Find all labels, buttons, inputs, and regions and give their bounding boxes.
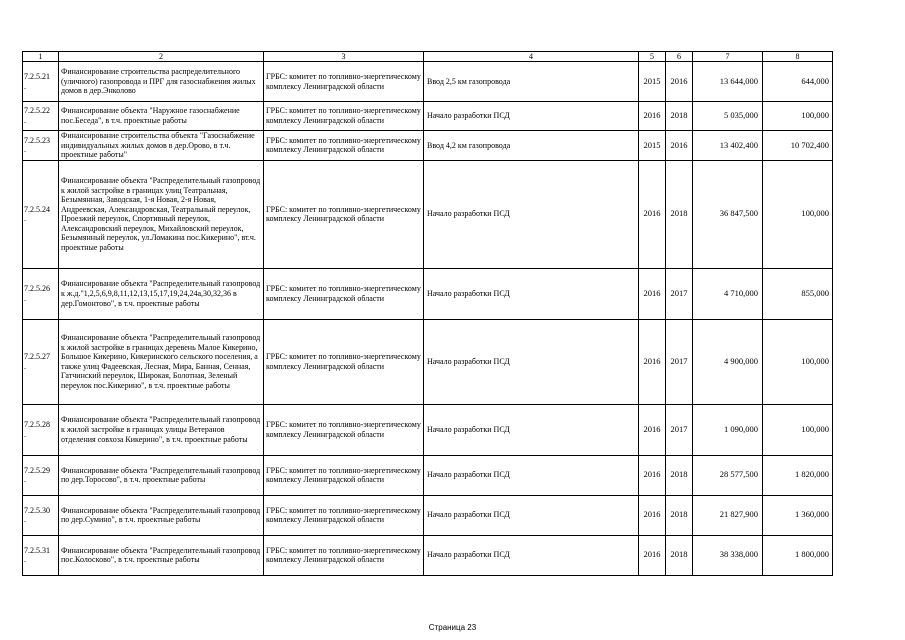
- grbs-cell: ГРБС: комитет по топливно-энергетическому комплексу Ленинградской области: [264, 62, 424, 102]
- row-number: 7.2.5.26 .: [23, 268, 59, 319]
- table-row: [23, 319, 833, 404]
- total-amount: 28 577,500: [693, 455, 763, 495]
- header-cell: 8: [763, 52, 833, 62]
- item-name: Финансирование объекта "Распределительный газопровод к жилой застройке в границах улицы Ветеранов отделения совхоза Кикерино", в т.ч. проектные работы: [59, 404, 264, 455]
- item-name: Финансирование объекта "Распределительный газопровод по дер.Торосово", в т.ч. проектные работы: [59, 455, 264, 495]
- year-end: 2016: [666, 62, 693, 102]
- year-start: 2016: [639, 319, 666, 404]
- item-name: Финансирование объекта "Распределительный газопровод к жилой застройке в границах улиц Театральная, Безымянная, Заводская, 1-я Новая, 2-я Новая, Андреевская, Александровская, Театральный переулок, Проезжий переулок, Спортивный переулок, Александровский переулок, Михайловский переулок, Безымянный переулок, ул.Ломакина пос.Кикерино", вт.ч. проектные работы: [59, 160, 264, 268]
- total-amount: 13 644,000: [693, 62, 763, 102]
- year-end: 2018: [666, 535, 693, 575]
- row-number: 7.2.5.23 .: [23, 131, 59, 161]
- table-row: [23, 495, 833, 535]
- year-start: 2016: [639, 455, 666, 495]
- table-row: [23, 268, 833, 319]
- total-amount: 1 090,000: [693, 404, 763, 455]
- amount-cell: 1 820,000: [763, 455, 833, 495]
- grbs-cell: ГРБС: комитет по топливно-энергетическому комплексу Ленинградской области: [264, 160, 424, 268]
- total-amount: 13 402,400: [693, 131, 763, 161]
- item-name: Финансирование объекта "Распределительный газопровод к жилой застройке в границах деревень Малое Кикерино, Большое Кикерино, Кикеринского сельского поселения, а также улиц Фадеевская, Лесная, Мира, Банная, Сенная, Гатчинский переулок, Широкая, Болотная, Зеленый переулок пос.Кикерино", в т.ч. проектные работы: [59, 319, 264, 404]
- row-number: 7.2.5.29 .: [23, 455, 59, 495]
- table-row: [23, 455, 833, 495]
- program-table: [22, 51, 833, 576]
- grbs-cell: ГРБС: комитет по топливно-энергетическому комплексу Ленинградской области: [264, 319, 424, 404]
- table-row: [23, 62, 833, 102]
- amount-cell: 1 360,000: [763, 495, 833, 535]
- amount-cell: 100,000: [763, 102, 833, 131]
- grbs-cell: ГРБС: комитет по топливно-энергетическому комплексу Ленинградской области: [264, 535, 424, 575]
- header-cell: 2: [59, 52, 264, 62]
- table-row: [23, 404, 833, 455]
- year-start: 2015: [639, 62, 666, 102]
- total-amount: 36 847,500: [693, 160, 763, 268]
- row-number: 7.2.5.31 .: [23, 535, 59, 575]
- year-end: 2016: [666, 131, 693, 161]
- item-name: Финансирование объекта "Наружное газоснабжение пос.Беседа", в т.ч. проектные работы: [59, 102, 264, 131]
- table-row: [23, 535, 833, 575]
- amount-cell: 100,000: [763, 404, 833, 455]
- row-number: 7.2.5.24 .: [23, 160, 59, 268]
- table-body: [23, 62, 833, 576]
- stage-cell: Начало разработки ПСД: [424, 319, 639, 404]
- year-start: 2016: [639, 102, 666, 131]
- year-start: 2016: [639, 404, 666, 455]
- year-end: 2018: [666, 495, 693, 535]
- stage-cell: Начало разработки ПСД: [424, 102, 639, 131]
- grbs-cell: ГРБС: комитет по топливно-энергетическому комплексу Ленинградской области: [264, 131, 424, 161]
- year-end: 2017: [666, 404, 693, 455]
- row-number: 7.2.5.22 .: [23, 102, 59, 131]
- stage-cell: Начало разработки ПСД: [424, 404, 639, 455]
- header-cell: 5: [639, 52, 666, 62]
- year-end: 2018: [666, 455, 693, 495]
- amount-cell: 10 702,400: [763, 131, 833, 161]
- amount-cell: 100,000: [763, 160, 833, 268]
- header-cell: 1: [23, 52, 59, 62]
- amount-cell: 1 800,000: [763, 535, 833, 575]
- year-start: 2016: [639, 268, 666, 319]
- grbs-cell: ГРБС: комитет по топливно-энергетическому комплексу Ленинградской области: [264, 495, 424, 535]
- total-amount: 5 035,000: [693, 102, 763, 131]
- year-end: 2017: [666, 268, 693, 319]
- year-end: 2018: [666, 160, 693, 268]
- stage-cell: Начало разработки ПСД: [424, 268, 639, 319]
- total-amount: 21 827,900: [693, 495, 763, 535]
- page-number: Страница 23: [428, 623, 477, 632]
- stage-cell: Начало разработки ПСД: [424, 160, 639, 268]
- table-row: [23, 102, 833, 131]
- row-number: 7.2.5.21 .: [23, 62, 59, 102]
- header-cell: 6: [666, 52, 693, 62]
- year-end: 2018: [666, 102, 693, 131]
- total-amount: 4 710,000: [693, 268, 763, 319]
- grbs-cell: ГРБС: комитет по топливно-энергетическому комплексу Ленинградской области: [264, 455, 424, 495]
- amount-cell: 100,000: [763, 319, 833, 404]
- grbs-cell: ГРБС: комитет по топливно-энергетическому комплексу Ленинградской области: [264, 404, 424, 455]
- stage-cell: Начало разработки ПСД: [424, 455, 639, 495]
- stage-cell: Начало разработки ПСД: [424, 495, 639, 535]
- table-row: [23, 131, 833, 161]
- stage-cell: Ввод 4,2 км газопровода: [424, 131, 639, 161]
- grbs-cell: ГРБС: комитет по топливно-энергетическому комплексу Ленинградской области: [264, 102, 424, 131]
- header-cell: 3: [264, 52, 424, 62]
- year-start: 2015: [639, 131, 666, 161]
- year-start: 2016: [639, 535, 666, 575]
- item-name: Финансирование строительства распределительного (уличного) газопровода и ПРГ для газоснабжения жилых домов в дер.Энколово: [59, 62, 264, 102]
- header-cell: 7: [693, 52, 763, 62]
- item-name: Финансирование объекта "Распределительный газопровод пос.Колосково", в т.ч. проектные работы: [59, 535, 264, 575]
- year-end: 2017: [666, 319, 693, 404]
- row-number: 7.2.5.30 .: [23, 495, 59, 535]
- stage-cell: Начало разработки ПСД: [424, 535, 639, 575]
- amount-cell: 644,000: [763, 62, 833, 102]
- total-amount: 38 338,000: [693, 535, 763, 575]
- row-number: 7.2.5.27 .: [23, 319, 59, 404]
- table-row: [23, 160, 833, 268]
- item-name: Финансирование строительства объекта "Газоснабжение индивидуальных жилых домов в дер.Орово, в т.ч. проектные работы": [59, 131, 264, 161]
- header-cell: 4: [424, 52, 639, 62]
- row-number: 7.2.5.28 .: [23, 404, 59, 455]
- year-start: 2016: [639, 495, 666, 535]
- amount-cell: 855,000: [763, 268, 833, 319]
- item-name: Финансирование объекта "Распределительный газопровод к ж.д."1,2,5,6,9,8,11,12,13,15,17,19,24,24a,30,32,36 в дер.Гомонтово", в т.ч. проектные работы: [59, 268, 264, 319]
- table-header-row: [23, 52, 833, 62]
- item-name: Финансирование объекта "Распределительный газопровод по дер.Сумино", в т.ч. проектные работы: [59, 495, 264, 535]
- year-start: 2016: [639, 160, 666, 268]
- total-amount: 4 900,000: [693, 319, 763, 404]
- stage-cell: Ввод 2,5 км газопровода: [424, 62, 639, 102]
- grbs-cell: ГРБС: комитет по топливно-энергетическому комплексу Ленинградской области: [264, 268, 424, 319]
